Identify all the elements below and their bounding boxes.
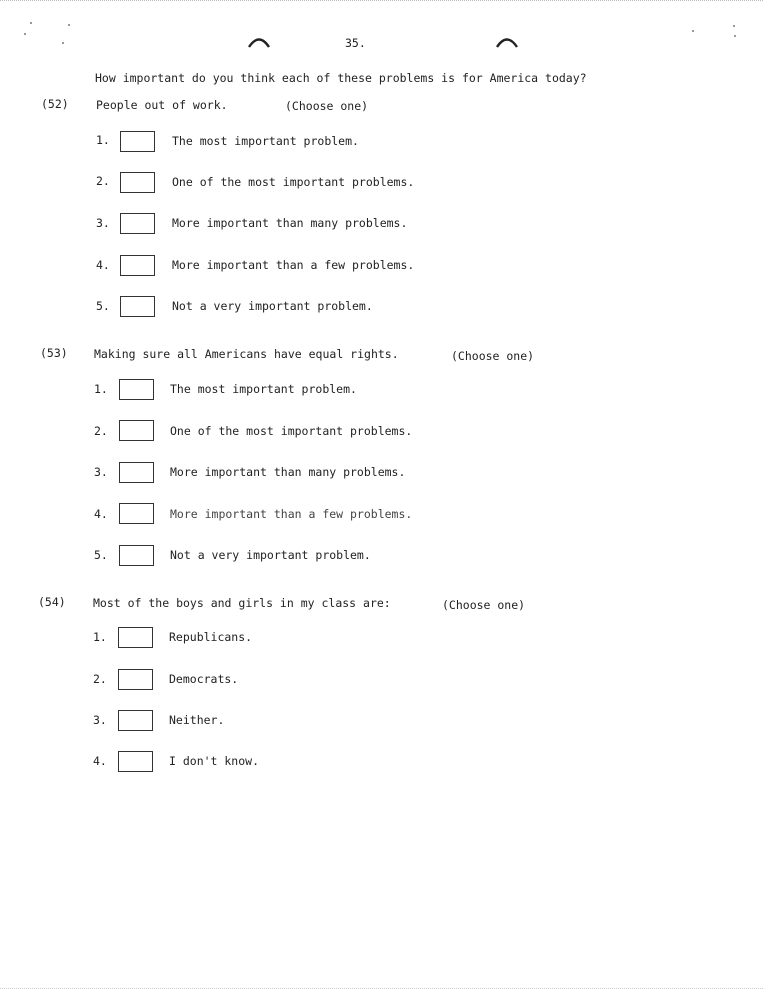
choose-one-instruction: (Choose one) xyxy=(451,349,535,363)
scan-speck xyxy=(24,33,26,35)
scan-speck xyxy=(692,30,694,32)
option-label: One of the most important problems. xyxy=(172,175,415,189)
question-number: (54) xyxy=(38,595,66,609)
option-label: Not a very important problem. xyxy=(170,548,371,562)
question-text: Making sure all Americans have equal rights. xyxy=(94,347,399,361)
option-number: 2. xyxy=(94,424,108,438)
option-checkbox[interactable] xyxy=(118,627,153,648)
option-number: 2. xyxy=(93,672,107,686)
question-text: Most of the boys and girls in my class are: xyxy=(93,596,391,610)
scan-speck xyxy=(62,42,64,44)
option-number: 4. xyxy=(96,258,110,272)
question-number: (52) xyxy=(41,97,69,111)
choose-one-instruction: (Choose one) xyxy=(442,598,526,612)
option-checkbox[interactable] xyxy=(120,296,155,317)
option-label: I don't know. xyxy=(169,754,260,768)
option-label: More important than many problems. xyxy=(170,465,406,479)
option-number: 1. xyxy=(96,133,110,147)
option-number: 3. xyxy=(96,216,110,230)
option-label: The most important problem. xyxy=(170,382,357,396)
option-checkbox[interactable] xyxy=(119,545,154,566)
question-number: (53) xyxy=(40,346,68,360)
option-number: 3. xyxy=(93,713,107,727)
option-number: 1. xyxy=(93,630,107,644)
option-label: More important than a few problems. xyxy=(172,258,415,272)
page-number: 35. xyxy=(345,36,366,50)
option-checkbox[interactable] xyxy=(120,131,155,152)
option-label: One of the most important problems. xyxy=(170,424,413,438)
option-checkbox[interactable] xyxy=(118,669,153,690)
binding-arc-left xyxy=(248,34,270,48)
option-checkbox[interactable] xyxy=(119,462,154,483)
option-label: Not a very important problem. xyxy=(172,299,373,313)
intro-question: How important do you think each of these problems is for America today? xyxy=(95,71,587,85)
option-number: 5. xyxy=(96,299,110,313)
option-checkbox[interactable] xyxy=(119,379,154,400)
option-number: 3. xyxy=(94,465,108,479)
binding-arc-right xyxy=(496,34,518,48)
option-number: 4. xyxy=(93,754,107,768)
option-label: Neither. xyxy=(169,713,225,727)
option-label: Democrats. xyxy=(169,672,239,686)
option-number: 1. xyxy=(94,382,108,396)
scan-speck xyxy=(734,35,736,37)
bottom-border xyxy=(0,988,763,989)
option-checkbox[interactable] xyxy=(119,503,154,524)
option-checkbox[interactable] xyxy=(118,751,153,772)
question-text: People out of work. xyxy=(96,98,228,112)
option-checkbox[interactable] xyxy=(118,710,153,731)
option-checkbox[interactable] xyxy=(120,172,155,193)
option-label: The most important problem. xyxy=(172,134,359,148)
choose-one-instruction: (Choose one) xyxy=(285,99,369,113)
option-label: Republicans. xyxy=(169,630,253,644)
scan-speck xyxy=(68,24,70,26)
option-checkbox[interactable] xyxy=(120,255,155,276)
top-border xyxy=(0,0,763,1)
scan-speck xyxy=(30,22,32,24)
option-number: 4. xyxy=(94,507,108,521)
option-checkbox[interactable] xyxy=(120,213,155,234)
option-label: More important than many problems. xyxy=(172,216,408,230)
option-number: 2. xyxy=(96,174,110,188)
option-number: 5. xyxy=(94,548,108,562)
scan-speck xyxy=(733,25,735,27)
option-label: More important than a few problems. xyxy=(170,507,413,521)
option-checkbox[interactable] xyxy=(119,420,154,441)
